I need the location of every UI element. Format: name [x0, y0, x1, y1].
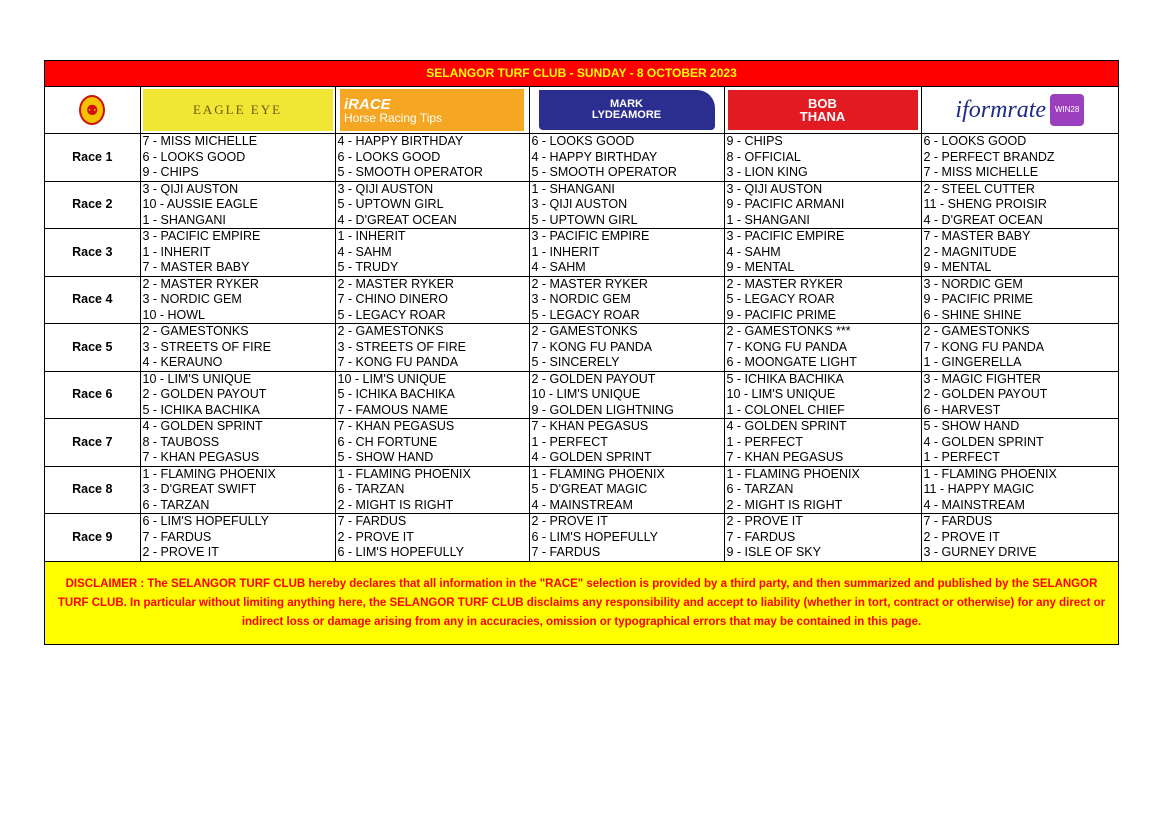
- race-label: Race 6: [45, 371, 140, 419]
- tipster-picks-cell: [921, 324, 1118, 372]
- tipster-picks-cell: [335, 181, 529, 229]
- pick-entry: 2 - PROVE IT: [142, 545, 219, 559]
- pick-entry: 7 - KHAN PEGASUS: [142, 450, 260, 464]
- pick-entry: 6 - TARZAN: [337, 482, 405, 496]
- tipster-picks-cell: [921, 276, 1118, 324]
- pick-entry: 2 - GAMESTONKS: [923, 324, 1030, 338]
- tipster-picks-cell: [724, 229, 921, 277]
- irace-logo-icon: iRACE Horse Racing Tips: [340, 89, 524, 131]
- pick-entry: 7 - CHINO DINERO: [337, 292, 448, 306]
- pick-entry: 3 - LION KING: [726, 165, 808, 179]
- mark-lydeamore-logo-icon: MARK LYDEAMORE: [539, 90, 715, 130]
- pick-entry: 10 - LIM'S UNIQUE: [337, 371, 447, 386]
- tipster-picks-cell: [724, 324, 921, 372]
- pick-entry: 7 - MISS MICHELLE: [923, 165, 1039, 179]
- tipster-picks-cell: [921, 419, 1118, 467]
- pick-entry: 5 - SHOW HAND: [337, 450, 434, 464]
- pick-entry: 10 - LIM'S UNIQUE: [726, 387, 836, 401]
- tipster-picks-cell: [335, 324, 529, 372]
- tipster-picks-cell: [921, 229, 1118, 277]
- race-row: [45, 514, 1118, 562]
- pick-entry: 4 - GOLDEN SPRINT: [726, 419, 847, 433]
- pick-entry: 2 - GOLDEN PAYOUT: [531, 371, 656, 386]
- pick-entry: 2 - GOLDEN PAYOUT: [142, 387, 267, 401]
- pick-entry: 6 - TARZAN: [142, 497, 210, 512]
- tipster-logo-cell: [335, 87, 529, 134]
- pick-entry: 6 - HARVEST: [923, 402, 1001, 417]
- race-row: [45, 466, 1118, 514]
- tipster-picks-cell: [140, 514, 335, 562]
- pick-entry: 5 - ICHIKA BACHIKA: [142, 402, 260, 417]
- race-row: [45, 276, 1118, 324]
- tipster-picks-cell: [921, 181, 1118, 229]
- pick-entry: 1 - COLONEL CHIEF: [726, 402, 845, 417]
- tipster-picks-cell: [724, 466, 921, 514]
- pick-entry: 3 - PACIFIC EMPIRE: [142, 229, 261, 243]
- pick-entry: 1 - INHERIT: [142, 244, 211, 259]
- pick-entry: 5 - SMOOTH OPERATOR: [337, 165, 483, 179]
- pick-entry: 7 - MISS MICHELLE: [142, 134, 258, 148]
- pick-entry: 2 - PROVE IT: [726, 514, 803, 528]
- page-title: SELANGOR TURF CLUB - SUNDAY - 8 OCTOBER 2023: [45, 61, 1118, 87]
- pick-entry: 1 - SHANGANI: [531, 181, 615, 196]
- pick-entry: 7 - KONG FU PANDA: [337, 355, 459, 369]
- pick-entry: 7 - KONG FU PANDA: [726, 339, 848, 354]
- pick-entry: 2 - MASTER RYKER: [142, 276, 259, 291]
- pick-entry: 9 - GOLDEN LIGHTNING: [531, 402, 674, 417]
- club-crest-icon: ⚉: [79, 95, 105, 125]
- tipster-logo-cell: [140, 87, 335, 134]
- pick-entry: 4 - D'GREAT OCEAN: [337, 212, 457, 227]
- pick-entry: 1 - FLAMING PHOENIX: [337, 466, 471, 481]
- pick-entry: 11 - HAPPY MAGIC: [923, 482, 1035, 496]
- race-row: [45, 419, 1118, 467]
- pick-entry: 9 - PACIFIC PRIME: [726, 307, 837, 322]
- pick-entry: 1 - GINGERELLA: [923, 355, 1022, 369]
- pick-entry: 2 - MASTER RYKER: [726, 276, 843, 291]
- pick-entry: 6 - MOONGATE LIGHT: [726, 355, 857, 369]
- tipster-picks-cell: [529, 276, 724, 324]
- eagle-eye-logo-icon: EAGLE EYE: [143, 89, 333, 131]
- pick-entry: 4 - HAPPY BIRTHDAY: [531, 149, 658, 164]
- race-label: Race 1: [45, 134, 140, 182]
- pick-entry: 2 - MASTER RYKER: [531, 276, 648, 291]
- pick-entry: 3 - QIJI AUSTON: [726, 181, 823, 196]
- pick-entry: 3 - PACIFIC EMPIRE: [726, 229, 845, 243]
- pick-entry: 7 - FARDUS: [531, 545, 601, 559]
- pick-entry: 1 - SHANGANI: [142, 212, 226, 227]
- pick-entry: 8 - TAUBOSS: [142, 434, 220, 449]
- pick-entry: 7 - MASTER BABY: [142, 260, 250, 274]
- pick-entry: 6 - LIM'S HOPEFULLY: [337, 545, 464, 559]
- pick-entry: 1 - PERFECT: [726, 434, 803, 449]
- pick-entry: 10 - LIM'S UNIQUE: [531, 387, 641, 401]
- tips-table: [45, 87, 1118, 562]
- pick-entry: 2 - GAMESTONKS ***: [726, 324, 851, 338]
- pick-entry: 5 - LEGACY ROAR: [531, 307, 640, 322]
- pick-entry: 6 - LOOKS GOOD: [531, 134, 635, 148]
- pick-entry: 5 - SINCERELY: [531, 355, 620, 369]
- pick-entry: 7 - KHAN PEGASUS: [337, 419, 455, 433]
- pick-entry: 3 - QIJI AUSTON: [337, 181, 434, 196]
- tipster-logo-row: [45, 87, 1118, 134]
- pick-entry: 2 - MIGHT IS RIGHT: [337, 497, 454, 512]
- tipster-picks-cell: [335, 466, 529, 514]
- pick-entry: 7 - MASTER BABY: [923, 229, 1031, 243]
- pick-entry: 3 - NORDIC GEM: [142, 292, 242, 306]
- pick-entry: 2 - MAGNITUDE: [923, 244, 1017, 259]
- pick-entry: 4 - MAINSTREAM: [923, 497, 1025, 512]
- pick-entry: 7 - KHAN PEGASUS: [726, 450, 844, 464]
- pick-entry: 4 - SAHM: [726, 244, 781, 259]
- tipster-picks-cell: [724, 419, 921, 467]
- tipster-picks-cell: [140, 276, 335, 324]
- tipster-picks-cell: [140, 466, 335, 514]
- club-crest-cell: [45, 87, 140, 134]
- pick-entry: 10 - HOWL: [142, 307, 206, 322]
- pick-entry: 9 - PACIFIC PRIME: [923, 292, 1034, 306]
- pick-entry: 9 - MENTAL: [726, 260, 795, 274]
- pick-entry: 1 - FLAMING PHOENIX: [726, 466, 860, 481]
- pick-entry: 2 - PROVE IT: [923, 529, 1000, 544]
- tipster-picks-cell: [529, 181, 724, 229]
- pick-entry: 3 - NORDIC GEM: [531, 292, 631, 306]
- race-label: Race 2: [45, 181, 140, 229]
- race-row: [45, 134, 1118, 182]
- pick-entry: 3 - QIJI AUSTON: [142, 181, 239, 196]
- pick-entry: 1 - PERFECT: [923, 450, 1000, 464]
- iformrate-logo-icon: iformrate WIN28: [930, 90, 1110, 130]
- race-label: Race 4: [45, 276, 140, 324]
- pick-entry: 2 - GOLDEN PAYOUT: [923, 387, 1048, 401]
- pick-entry: 2 - PROVE IT: [337, 529, 414, 544]
- pick-entry: 5 - UPTOWN GIRL: [337, 197, 444, 211]
- pick-entry: 1 - INHERIT: [531, 244, 600, 259]
- tipster-picks-cell: [335, 419, 529, 467]
- tipster-logo-cell: [724, 87, 921, 134]
- pick-entry: 4 - HAPPY BIRTHDAY: [337, 134, 464, 148]
- pick-entry: 5 - UPTOWN GIRL: [531, 212, 638, 227]
- pick-entry: 5 - ICHIKA BACHIKA: [337, 387, 455, 401]
- pick-entry: 9 - CHIPS: [142, 165, 199, 179]
- pick-entry: 2 - GAMESTONKS: [531, 324, 638, 338]
- bob-thana-logo-icon: BOB THANA: [728, 90, 918, 130]
- pick-entry: 5 - ICHIKA BACHIKA: [726, 371, 844, 386]
- race-label: Race 8: [45, 466, 140, 514]
- tipster-picks-cell: [335, 134, 529, 182]
- pick-entry: 4 - GOLDEN SPRINT: [923, 434, 1044, 449]
- pick-entry: 2 - MASTER RYKER: [337, 276, 454, 291]
- pick-entry: 5 - SMOOTH OPERATOR: [531, 165, 677, 179]
- tipster-picks-cell: [724, 514, 921, 562]
- pick-entry: 1 - PERFECT: [531, 434, 608, 449]
- pick-entry: 3 - NORDIC GEM: [923, 276, 1023, 291]
- pick-entry: 5 - LEGACY ROAR: [337, 307, 446, 322]
- pick-entry: 10 - LIM'S UNIQUE: [142, 371, 252, 386]
- tipster-picks-cell: [140, 229, 335, 277]
- tipster-picks-cell: [140, 371, 335, 419]
- pick-entry: 6 - CH FORTUNE: [337, 434, 438, 449]
- pick-entry: 4 - SAHM: [337, 244, 392, 259]
- pick-entry: 4 - MAINSTREAM: [531, 497, 633, 512]
- pick-entry: 2 - GAMESTONKS: [337, 324, 444, 338]
- pick-entry: 10 - AUSSIE EAGLE: [142, 197, 258, 211]
- tipster-picks-cell: [724, 181, 921, 229]
- race-label: Race 3: [45, 229, 140, 277]
- tips-sheet: [44, 60, 1119, 645]
- race-row: [45, 324, 1118, 372]
- pick-entry: 4 - KERAUNO: [142, 355, 223, 369]
- tipster-picks-cell: [529, 324, 724, 372]
- pick-entry: 1 - INHERIT: [337, 229, 406, 243]
- pick-entry: 5 - TRUDY: [337, 260, 399, 274]
- pick-entry: 7 - FARDUS: [726, 529, 796, 544]
- pick-entry: 7 - KHAN PEGASUS: [531, 419, 649, 433]
- pick-entry: 1 - SHANGANI: [726, 212, 810, 227]
- pick-entry: 11 - SHENG PROISIR: [923, 197, 1047, 211]
- pick-entry: 6 - LIM'S HOPEFULLY: [142, 514, 269, 528]
- pick-entry: 7 - FARDUS: [142, 529, 212, 544]
- pick-entry: 7 - KONG FU PANDA: [923, 339, 1045, 354]
- pick-entry: 6 - LOOKS GOOD: [142, 149, 246, 164]
- pick-entry: 3 - STREETS OF FIRE: [337, 339, 466, 354]
- tipster-picks-cell: [335, 514, 529, 562]
- tipster-logo-cell: [921, 87, 1118, 134]
- tipster-picks-cell: [921, 514, 1118, 562]
- race-label: Race 9: [45, 514, 140, 562]
- tipster-picks-cell: [921, 466, 1118, 514]
- pick-entry: 4 - GOLDEN SPRINT: [142, 419, 263, 433]
- tipster-picks-cell: [921, 134, 1118, 182]
- pick-entry: 5 - D'GREAT MAGIC: [531, 482, 648, 496]
- pick-entry: 6 - LOOKS GOOD: [923, 134, 1027, 148]
- tipster-picks-cell: [529, 134, 724, 182]
- race-label: Race 5: [45, 324, 140, 372]
- pick-entry: 2 - GAMESTONKS: [142, 324, 249, 338]
- tipster-picks-cell: [140, 324, 335, 372]
- pick-entry: 4 - SAHM: [531, 260, 586, 274]
- pick-entry: 2 - STEEL CUTTER: [923, 181, 1035, 196]
- tipster-picks-cell: [335, 229, 529, 277]
- pick-entry: 5 - LEGACY ROAR: [726, 292, 835, 306]
- pick-entry: 9 - MENTAL: [923, 260, 992, 274]
- pick-entry: 9 - CHIPS: [726, 134, 783, 148]
- tipster-picks-cell: [529, 466, 724, 514]
- pick-entry: 7 - FARDUS: [337, 514, 407, 528]
- tipster-logo-cell: [529, 87, 724, 134]
- pick-entry: 6 - LOOKS GOOD: [337, 149, 441, 164]
- pick-entry: 2 - PERFECT BRANDZ: [923, 149, 1055, 164]
- tipster-picks-cell: [724, 134, 921, 182]
- pick-entry: 3 - D'GREAT SWIFT: [142, 482, 257, 496]
- pick-entry: 9 - PACIFIC ARMANI: [726, 197, 845, 211]
- race-row: [45, 229, 1118, 277]
- tipster-picks-cell: [335, 276, 529, 324]
- pick-entry: 9 - ISLE OF SKY: [726, 545, 821, 559]
- pick-entry: 1 - FLAMING PHOENIX: [531, 466, 665, 481]
- pick-entry: 3 - MAGIC FIGHTER: [923, 371, 1041, 386]
- race-row: [45, 181, 1118, 229]
- pick-entry: 4 - GOLDEN SPRINT: [531, 450, 652, 464]
- tipster-picks-cell: [724, 371, 921, 419]
- pick-entry: 7 - FARDUS: [923, 514, 993, 528]
- race-label: Race 7: [45, 419, 140, 467]
- tipster-picks-cell: [529, 419, 724, 467]
- tipster-picks-cell: [921, 371, 1118, 419]
- tipster-picks-cell: [529, 371, 724, 419]
- tipster-picks-cell: [140, 419, 335, 467]
- pick-entry: 7 - KONG FU PANDA: [531, 339, 653, 354]
- pick-entry: 3 - PACIFIC EMPIRE: [531, 229, 650, 243]
- tipster-picks-cell: [335, 371, 529, 419]
- tipster-picks-cell: [529, 229, 724, 277]
- pick-entry: 2 - PROVE IT: [531, 514, 608, 528]
- pick-entry: 5 - SHOW HAND: [923, 419, 1020, 433]
- race-row: [45, 371, 1118, 419]
- pick-entry: 1 - FLAMING PHOENIX: [142, 466, 276, 481]
- pick-entry: 7 - FAMOUS NAME: [337, 402, 448, 417]
- pick-entry: 4 - D'GREAT OCEAN: [923, 212, 1043, 227]
- disclaimer-text: DISCLAIMER : The SELANGOR TURF CLUB hereby declares that all information in the "RACE" selection is provided by a third party, and then summarized and published by the SELANGOR TURF CLUB. In particular without limiting anything here, the SELANGOR TURF CLUB disclaims any responsibility and accept to liability (whether in tort, contract or otherwise) for any direct or indirect loss or damage arising from any in accuracies, omission or typographical errors that may be contained in this page.: [45, 562, 1118, 644]
- pick-entry: 2 - MIGHT IS RIGHT: [726, 497, 843, 512]
- pick-entry: 3 - GURNEY DRIVE: [923, 545, 1037, 559]
- pick-entry: 3 - STREETS OF FIRE: [142, 339, 271, 354]
- pick-entry: 3 - QIJI AUSTON: [531, 197, 628, 211]
- pick-entry: 6 - SHINE SHINE: [923, 307, 1022, 322]
- tipster-picks-cell: [140, 134, 335, 182]
- pick-entry: 6 - LIM'S HOPEFULLY: [531, 529, 658, 544]
- pick-entry: 1 - FLAMING PHOENIX: [923, 466, 1057, 481]
- tipster-picks-cell: [724, 276, 921, 324]
- tipster-picks-cell: [529, 514, 724, 562]
- pick-entry: 8 - OFFICIAL: [726, 149, 801, 164]
- race-rows: [45, 134, 1118, 562]
- pick-entry: 6 - TARZAN: [726, 482, 794, 496]
- tipster-picks-cell: [140, 181, 335, 229]
